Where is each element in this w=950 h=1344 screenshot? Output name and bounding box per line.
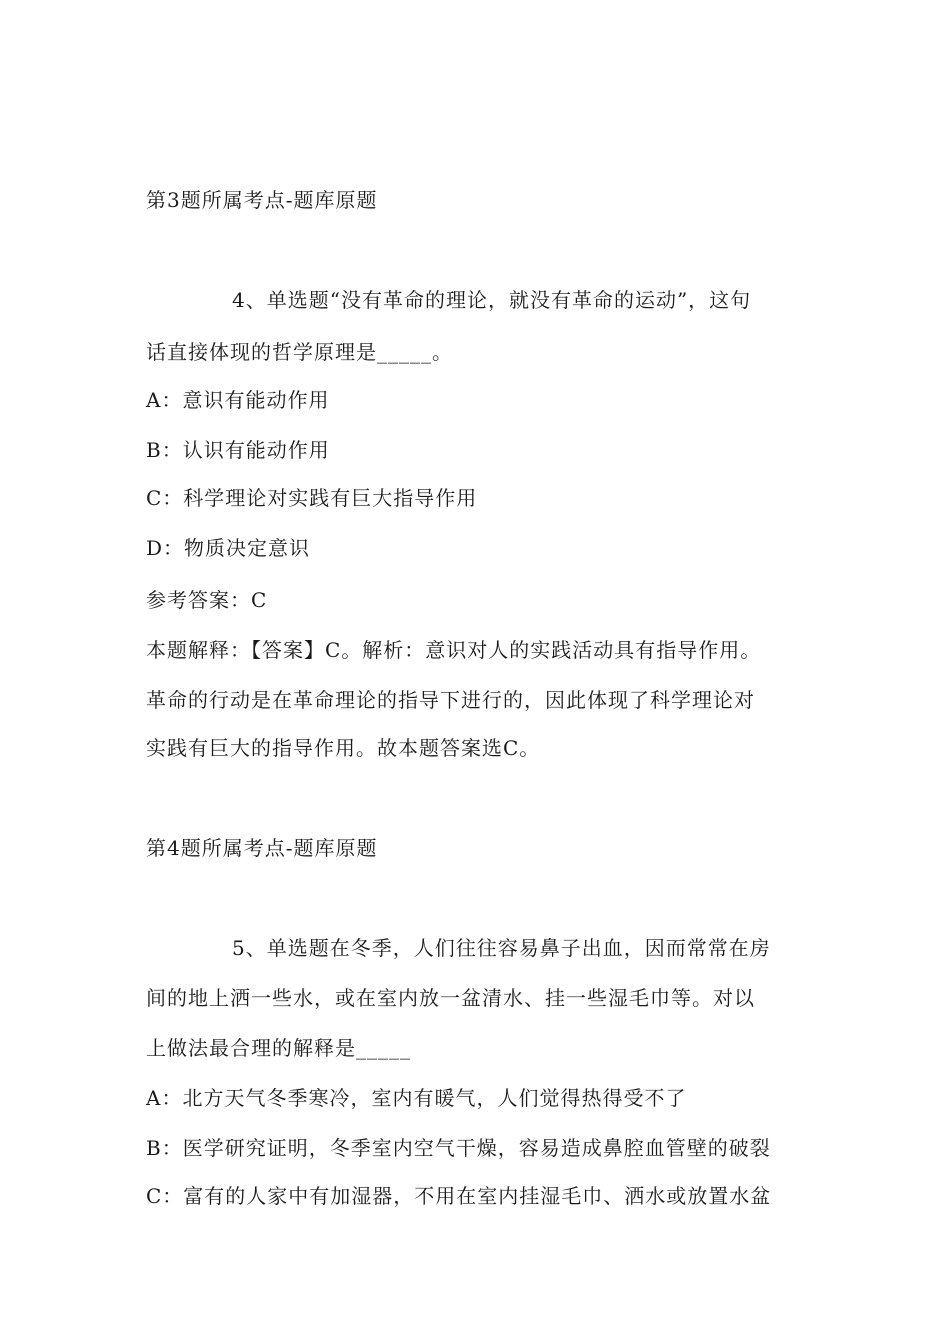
question-5-stem-line-3: 上做法最合理的解释是_____ — [146, 1036, 411, 1060]
question-4-explanation-line-1: 本题解释：【答案】C。解析：意识对人的实践活动具有指导作用。 — [146, 638, 762, 662]
section-3-topic: 第3题所属考点-题库原题 — [146, 188, 378, 212]
question-4-explanation-line-3: 实践有巨大的指导作用。故本题答案选C。 — [146, 736, 541, 760]
section-4-topic: 第4题所属考点-题库原题 — [146, 836, 378, 860]
question-4-stem-line-1: 4、单选题“没有革命的理论，就没有革命的运动”，这句 — [232, 288, 752, 312]
question-4-answer: 参考答案：C — [146, 588, 268, 612]
question-5-option-a: A：北方天气冬季寒冷，室内有暖气，人们觉得热得受不了 — [146, 1086, 687, 1110]
question-4-option-b: B：认识有能动作用 — [146, 438, 330, 462]
question-5-option-c: C：富有的人家中有加湿器，不用在室内挂湿毛巾、洒水或放置水盆 — [146, 1184, 772, 1208]
question-5-stem-line-2: 间的地上洒一些水，或在室内放一盆清水、挂一些湿毛巾等。对以 — [146, 986, 755, 1010]
question-5-stem-line-1: 5、单选题在冬季，人们往往容易鼻子出血，因而常常在房 — [232, 936, 771, 960]
question-4-option-a: A：意识有能动作用 — [146, 388, 330, 412]
question-4-explanation-line-2: 革命的行动是在革命理论的指导下进行的，因此体现了科学理论对 — [146, 688, 755, 712]
question-4-stem-line-2: 话直接体现的哲学原理是_____。 — [146, 340, 453, 364]
question-4-option-d: D：物质决定意识 — [146, 536, 311, 560]
question-5-option-b: B：医学研究证明，冬季室内空气干燥，容易造成鼻腔血管壁的破裂 — [146, 1136, 771, 1160]
question-4-option-c: C：科学理论对实践有巨大指导作用 — [146, 486, 478, 510]
